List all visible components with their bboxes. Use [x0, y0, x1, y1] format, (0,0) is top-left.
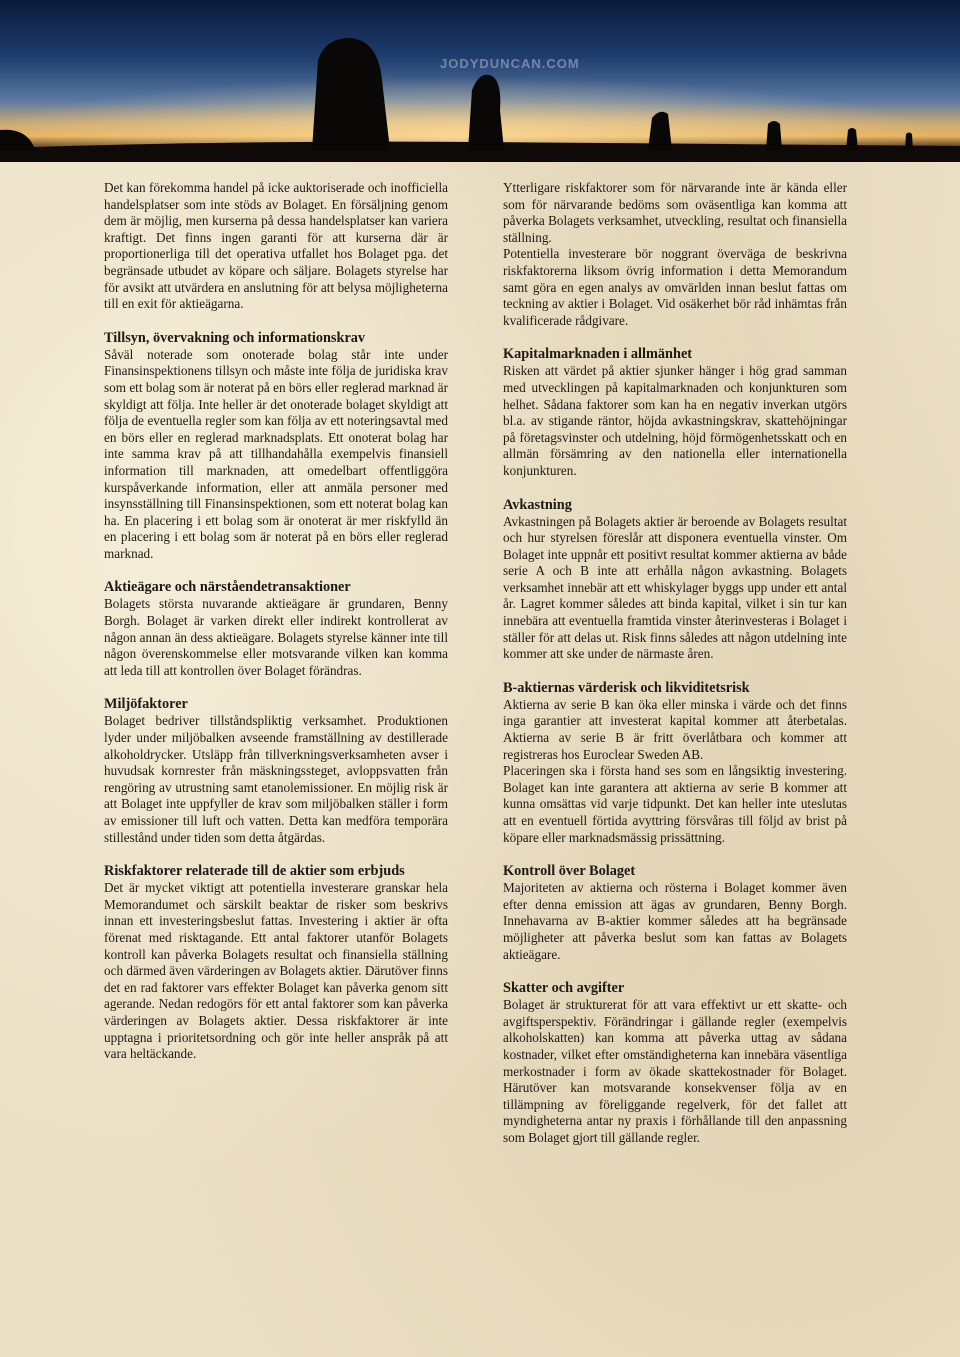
- section-body: Det är mycket viktigt att potentiella investerare granskar hela Memorandumet och särskilt beaktar de risker som beskrivs innan ett investeringsbeslut fattas. Investering i aktier är ofta förenat med risktagande. Ett antal faktorer utanför Bolagets kontroll kan påverka Bolagets resultat och finansiella ställning och därmed även värderingen av Bolagets aktier. Därutöver finns det en rad faktorer vars effekter Bolaget kan påverka genom sitt agerande. Nedan redogörs för ett antal faktorer som kan påverka värderingen av Bolagets aktier. Dessa riskfaktorer är inte upptagna i prioritetsordning och gör inte heller anspråk på att vara heltäckande.: [104, 880, 448, 1062]
- intro-paragraph: Potentiella investerare bör noggrant överväga de beskrivna riskfaktorerna liksom övrig information i detta Memorandum samt göra en egen analys av omvärlden innan beslut fattas om teckning av aktier i Bolaget. Vid osäkerhet bör råd inhämtas från kvalificerade rådgivare.: [503, 246, 847, 328]
- section-body: Bolaget är strukturerat för att vara effektivt ur ett skatte- och avgiftsperspektiv. Förändringar i gällande regler (exempelvis alkoholskatten) kan komma att påverka uttag av sådana kostnader, vilket efter omständigheterna kan innebära väsentliga merkostnader i form av ökade skattekostnader för Bolaget. Härutöver kan motsvarande konsekvenser följa av en tillämpning av föreliggande regelverk, för det fallet att myndigheterna antar ny praxis i förhållande till den anpassning som Bolaget gjort till gällande regler.: [503, 997, 847, 1145]
- section-body: Risken att värdet på aktier sjunker hänger i hög grad samman med utvecklingen på kapitalmarknaden och konjunkturen som helhet. Sådana faktorer som kan ha en negativ inverkan utgörs bl.a. av stigande räntor, höjda avkastningskrav, skattehöjningar på företagsvinster och utdelning, höjd förmögenhetsskatt och en allmän försämring av den nationella eller internationella konjunkturen.: [503, 363, 847, 478]
- section-body: Bolagets största nuvarande aktieägare är grundaren, Benny Borgh. Bolaget är varken direkt eller indirekt kontrollerat av någon annan än dess aktieägare. Bolagets styrelse känner inte till någon överenskommelse eller motsvarande vilken kan komma att leda till att kontrollen över Bolaget förändras.: [104, 596, 448, 678]
- section-heading: Kapitalmarknaden i allmänhet: [503, 346, 693, 363]
- right-column: [503, 180, 847, 1147]
- section-heading: Riskfaktorer relaterade till de aktier som erbjuds: [104, 863, 405, 880]
- section-heading: Miljöfaktorer: [104, 696, 188, 713]
- watermark-text: JODYDUNCAN.COM: [440, 56, 580, 71]
- section-heading: Skatter och avgifter: [503, 980, 625, 997]
- section-heading: Aktieägare och närståendetransaktioner: [104, 579, 351, 596]
- section-heading: Tillsyn, övervakning och informationskrav: [104, 329, 366, 346]
- intro-paragraph: Det kan förekomma handel på icke auktoriserade och inofficiella handelsplatser som inte stöds av Bolaget. En försäljning genom dem är möjlig, men kurserna på dessa handelsplatser kan variera kraftigt. Det finns ingen garanti för att kurserna där är proportionerliga till det operativa utfallet hos Bolaget pga. det begränsade utbudet av köpare och säljare. Bolagets styrelse har för avsikt att utvärdera en anslutning för att belysa möjligheterna till en exit för aktieägarna.: [104, 180, 448, 312]
- section-body: Såväl noterade som onoterade bolag står inte under Finansinspektionens tillsyn och måste inte följa de juridiska krav som ett bolag som är noterat på en börs eller reglerad marknad är skyldigt att följa. Inte heller är det onoterade bolaget skyldigt att följa de eventuella regler som kan följa av ett noteringsavtal med en börs eller en reglerad marknadsplats. Ett onoterat bolag har inte samma krav på att tillhandahålla exempelvis finansiell information till marknaden, att omedelbart offentliggöra kurspåverkande information, eller att anmäla personer med insynsställning till Finansinspektionen, som ett noterat bolag kan ha. En placering i ett bolag som är onoterat är mer riskfylld än en placering i ett bolag som är noterat på en börs eller reglerad marknad.: [104, 346, 448, 561]
- section-body: Avkastningen på Bolagets aktier är beroende av Bolagets resultat och hur styrelsen föreslår att disponera eventuella vinster. Om Bolaget inte uppnår ett positivt resultat kommer aktierna av både serie A och B inte att erhålla någon avkastning. Bolagets verksamhet innebär att ett whiskylager byggs upp under ett antal år. Lagret kommer således att binda kapital, vilket i sin tur kan innebära att eventuella framtida vinster återinvesteras i Bolaget i ställer för att delas ut. Risk finns således att någon utdelning inte kommer att ske under de närmaste åren.: [503, 513, 847, 662]
- section-body: Bolaget bedriver tillståndspliktig verksamhet. Produktionen lyder under miljöbalken avseende framställning av destillerade alkoholdrycker. Utsläpp från tillverkningsverksamheten avser i huvudsak kornrester från mäskningssteget, avloppsvatten från rengöring av utrustning samt etanolemissioner. En möjlig risk är att Bolaget inte uppfyller de krav som miljöbalken ställer i form av emissioner till luft och vatten. Detta kan medföra temporära stillestånd under tiden som detta åtgärdas.: [104, 713, 448, 845]
- section-body: Majoriteten av aktierna och rösterna i Bolaget kommer även efter denna emission att ägas av grundaren, Benny Borgh. Innehavarna av B-aktier kommer således att ha begränsade möjligheter att påverka beslut som kan fattas av Bolagets aktieägare.: [503, 880, 847, 962]
- intro-paragraph: Ytterligare riskfaktorer som för närvarande inte är kända eller som för närvarande bedöms som oväsentliga kan komma att påverka Bolagets verksamhet, utveckling, resultat och finansiella ställning.: [503, 180, 847, 245]
- section-heading: Kontroll över Bolaget: [503, 863, 636, 880]
- section-heading: Avkastning: [503, 496, 572, 513]
- section-heading: B-aktiernas värderisk och likviditetsrisk: [503, 679, 750, 696]
- left-column: [104, 180, 448, 1063]
- section-body: Aktierna av serie B kan öka eller minska i värde och det finns inga garantier att investerat kapital kommer att återbetalas. Aktierna av serie B är fritt överlåtbara och kommer att registreras hos Euroclear Sweden AB.: [503, 696, 847, 762]
- standing-stones-photo: [0, 0, 960, 162]
- section-body: Placeringen ska i första hand ses som en långsiktig investering. Bolaget kan inte garantera att aktierna av serie B kommer att kunna omsättas vid varje tidpunkt. Det kan heller inte uteslutas att en eventuell förtida avyttring försvåras till följd av brist på köpare eller marknadsmässig prissättning.: [503, 763, 847, 845]
